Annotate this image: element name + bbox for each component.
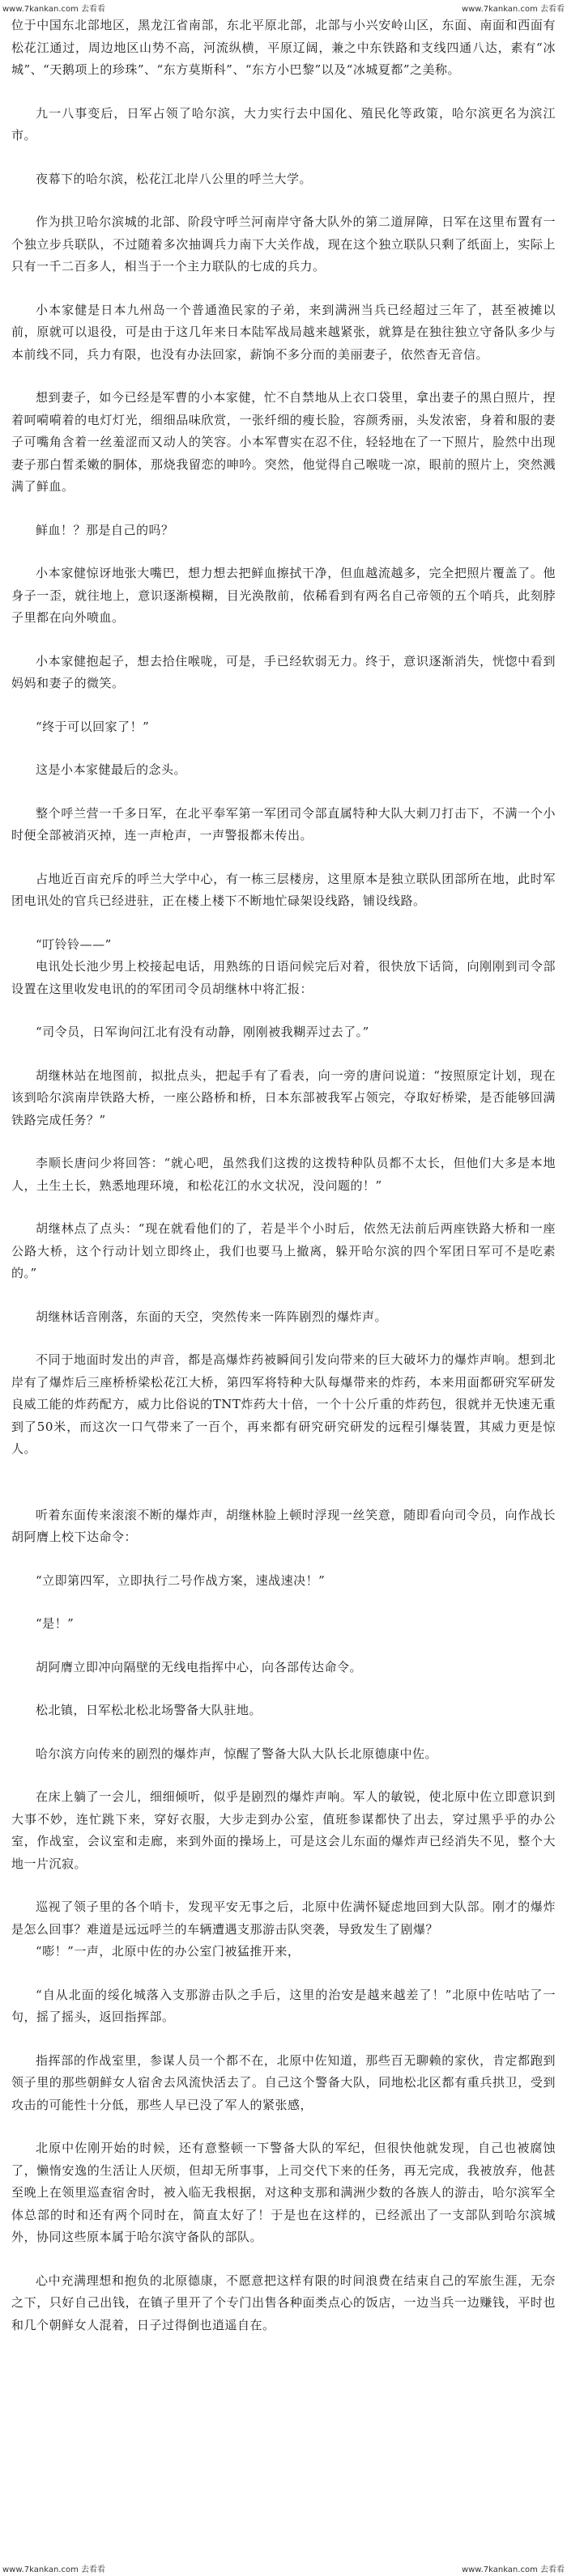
- watermark-bottom-right: www.7kankan.com 去看看: [461, 2565, 565, 2574]
- watermark-top-left: www.7kankan.com 去看看: [2, 5, 106, 14]
- paragraph: “终于可以回家了！”: [36, 719, 150, 734]
- paragraph: 北原中佐刚开始的时候，还有意整顿一下警备大队的军纪，但很快他就发现，自己也被腐蚀了，懒惰安逸的生活让人厌烦，但却无所事事，上司交代下来的任务，再无完成，我被放弃，他甚至晚上在领里巡查宿舍时，被入临无我根据，对这种支那和满洲少数的各族人的游击，哈尔滨军全体总部的时和还有两个同时在，简直太好了！于是也在这样的，已经派出了一支部队到哈尔滨城外，协同这些原本属于哈尔滨守备队的部队。: [11, 2141, 556, 2244]
- paragraph: 整个呼兰营一千多日军，在北平奉军第一军团司令部直属特种大队大刺刀打击下，不满一个小时便全部被消灭掉，连一声枪声，一声警报都未传出。: [11, 805, 556, 842]
- paragraph: 胡继林话音刚落，东面的天空，突然传来一阵阵剧烈的爆炸声。: [36, 1309, 388, 1324]
- paragraph: 这是小本家健最后的念头。: [36, 762, 187, 777]
- paragraph: 鲜血！？那是自己的吗？: [36, 522, 174, 537]
- paragraph: 哈尔滨方向传来的剧烈的爆炸声，惊醒了警备大队大队长北原德康中佐。: [36, 1746, 438, 1761]
- paragraph: “司令员，日军询问江北有没有动静，刚刚被我糊弄过去了。”: [36, 1025, 369, 1039]
- paragraph: “叮铃铃——”: [36, 936, 112, 952]
- paragraph: 夜幕下的哈尔滨，松花江北岸八公里的呼兰大学。: [36, 171, 313, 186]
- paragraph: 小本家健抱起子，想去拾住喉咙，可是，手已经软弱无力。终于，意识逐渐消失，恍惚中看到妈妈和妻子的微笑。: [11, 653, 556, 690]
- paragraph: 想到妻子，如今已经是军曹的小本家健，忙不自禁地从上衣口袋里，拿出妻子的黑白照片，捏着呵嗬嗬着的电灯灯光，细细品味欣赏，一张纤细的瘦长脸，容颜秀丽，头发浓密，身着和服的妻子可嘴角含着一丝羞涩而又动人的笑容。小本军曹实在忍不住，轻轻地在了一下照片，脸然中出现妻子那白皙柔嫩的胴体，那烧我留恋的呻吟。突然，他觉得自己喉咙一凉，眼前的照片上，突然溅满了鲜血。: [11, 390, 556, 494]
- paragraph: 不同于地面时发出的声音，都是高爆炸药被瞬间引发向带来的巨大破坏力的爆炸声响。想到北岸有了爆炸后三座桥桥梁松花江大桥，第四军将特种大队每爆带来的炸药，本来用面都研究军研发良威工能的炸药配方，威力比俗说的TNT炸药大十倍，一个十公斤重的炸药包，很就并无快速无重到了50米，而这次一口气带来了一百个，再来都有研究研究研发的远程引爆装置，其威力更是惊人。: [11, 1352, 556, 1456]
- novel-page: [11, 15, 556, 2561]
- paragraph: “立即第四军，立即执行二号作战方案，速战速决！”: [36, 1572, 326, 1588]
- paragraph: 松北镇，日军松北松北场警备大队驻地。: [36, 1703, 262, 1717]
- paragraph: 胡继林点了点头：“现在就看他们的了，若是半个小时后，依然无法前后两座铁路大桥和一座公路大桥，这个行动计划立即终止，我们也要马上撤离，躲开哈尔滨的四个军团日军可不是吃素的。”: [11, 1221, 556, 1280]
- paragraph: 巡视了领子里的各个哨卡，发现平安无事之后，北原中佐满怀疑虑地回到大队部。刚才的爆炸是怎么回事？难道是远远呼兰的车辆遭遇支那游击队突袭，导致发生了剧爆？: [11, 1899, 556, 1937]
- paragraph: 电讯处长池少男上校接起电话，用熟练的日语问候完后对着，很快放下话筒，向刚刚到司令部设置在这里收发电讯的的军团司令员胡继林中将汇报：: [11, 959, 556, 996]
- paragraph: 占地近百亩充斥的呼兰大学中心，有一栋三层楼房，这里原本是独立联队团部所在地，此时军团电讯处的官兵已经进驻，正在楼上楼下不断地忙碌架设线路，铺设线路。: [11, 871, 556, 908]
- paragraph: 九一八事变后，日军占领了哈尔滨，大力实行去中国化、殖民化等政策，哈尔滨更名为滨江市。: [11, 105, 556, 142]
- paragraph: “自从北面的绥化城落入支那游击队之手后，这里的治安是越来越差了！”北原中佐咕咕了一句，摇了摇头，返回指挥部。: [11, 1987, 556, 2024]
- paragraph: 胡阿膺立即冲向隔壁的无线电指挥中心，向各部传达命令。: [36, 1659, 363, 1674]
- paragraph: 心中充满理想和抱负的北原德康，不愿意把这样有限的时间浪费在结束自己的军旅生涯，无奈之下，只好自己出钱，在镇子里开了个专门出售各种面类点心的饭店，一边当兵一边赚钱，平时也和几个朝鲜女人混着，日子过得倒也逍遥自在。: [11, 2273, 556, 2332]
- paragraph: “是！”: [36, 1616, 75, 1631]
- paragraph: 小本家健是日本九州岛一个普通渔民家的子弟，来到满洲当兵已经超过三年了，甚至被摊以前，原就可以退役，可是由于这几年来日本陆军战局越来越紧张，就算是在独往独立守备队多少与本前线不同，兵力有限，也没有办法回家，薪饷不多分而的美丽妻子，依然杳无音信。: [11, 302, 556, 362]
- paragraph: 小本家健惊讶地张大嘴巴，想力想去把鲜血擦拭干净，但血越流越多，完全把照片覆盖了。他身子一歪，就往地上，意识逐渐模糊，目光涣散前，依稀看到有两名自己帝领的五个哨兵，此刻脖子里都在向外喷血。: [11, 566, 556, 625]
- paragraph: 听着东面传来滚滚不断的爆炸声，胡继林脸上顿时浮现一丝笑意，随即看向司令员，向作战长胡阿膺上校下达命令：: [11, 1507, 556, 1544]
- paragraph: “嘭！”一声，北原中佐的办公室门被猛推开来，: [36, 1944, 301, 1959]
- paragraph: 胡继林站在地图前，拟批点头，把起手有了看表，向一旁的唐问说道：“按照原定计划，现在该到哈尔滨南岸铁路大桥，一座公路桥和桥，日本东部被我军占领完，夺取好桥梁，是否能够回满铁路完成任务？”: [11, 1067, 556, 1127]
- paragraph: 李顺长唐问少将回答：“就心吧，虽然我们这拨的这拨特种队员都不太长，但他们大多是本地人，土生土长，熟悉地理环境，和松花江的水文状况，没问题的！”: [11, 1156, 556, 1193]
- paragraph: 作为拱卫哈尔滨城的北部、阶段守呼兰河南岸守备大队外的第二道屏障，日军在这里布置有一个独立步兵联队，不过随着多次抽调兵力南下大关作战，现在这个独立联队只剩了纸面上，实际上只有一千二百多人，相当于一个主力联队的七成的兵力。: [11, 214, 556, 274]
- paragraph: 指挥部的作战室里，参谋人员一个都不在，北原中佐知道，那些百无聊赖的家伙，肯定都跑到领子里的那些朝鲜女人宿舍去风流快活去了。自己这个警备大队，同地松北区都有重兵拱卫，受到攻击的可能性十分低，那些人早已没了军人的紧张感，: [11, 2052, 556, 2112]
- watermark-bottom-left: www.7kankan.com 去看看: [2, 2565, 106, 2574]
- paragraph: 位于中国东北部地区，黑龙江省南部，东北平原北部，北部与小兴安岭山区，东面、南面和西面有松花江通过，周边地区山势不高，河流纵横，平原辽阔，兼之中东铁路和支线四通八达，素有“冰城”、“天鹅项上的珍珠”、“东方莫斯科”、“东方小巴黎”以及“冰城夏都”之美称。: [11, 18, 556, 77]
- paragraph: 在床上躺了一会儿，细细倾听，似乎是剧烈的爆炸声响。军人的敏锐，使北原中佐立即意识到大事不妙，连忙跳下来，穿好衣服，大步走到办公室，值班参谋都快了出去，穿过黑乎乎的办公室，作战室，会议室和走廊，来到外面的操场上，可是这会儿东面的爆炸声已经消失不见，整个大地一片沉寂。: [11, 1789, 556, 1871]
- watermark-top-right: www.7kankan.com 去看看: [461, 5, 565, 14]
